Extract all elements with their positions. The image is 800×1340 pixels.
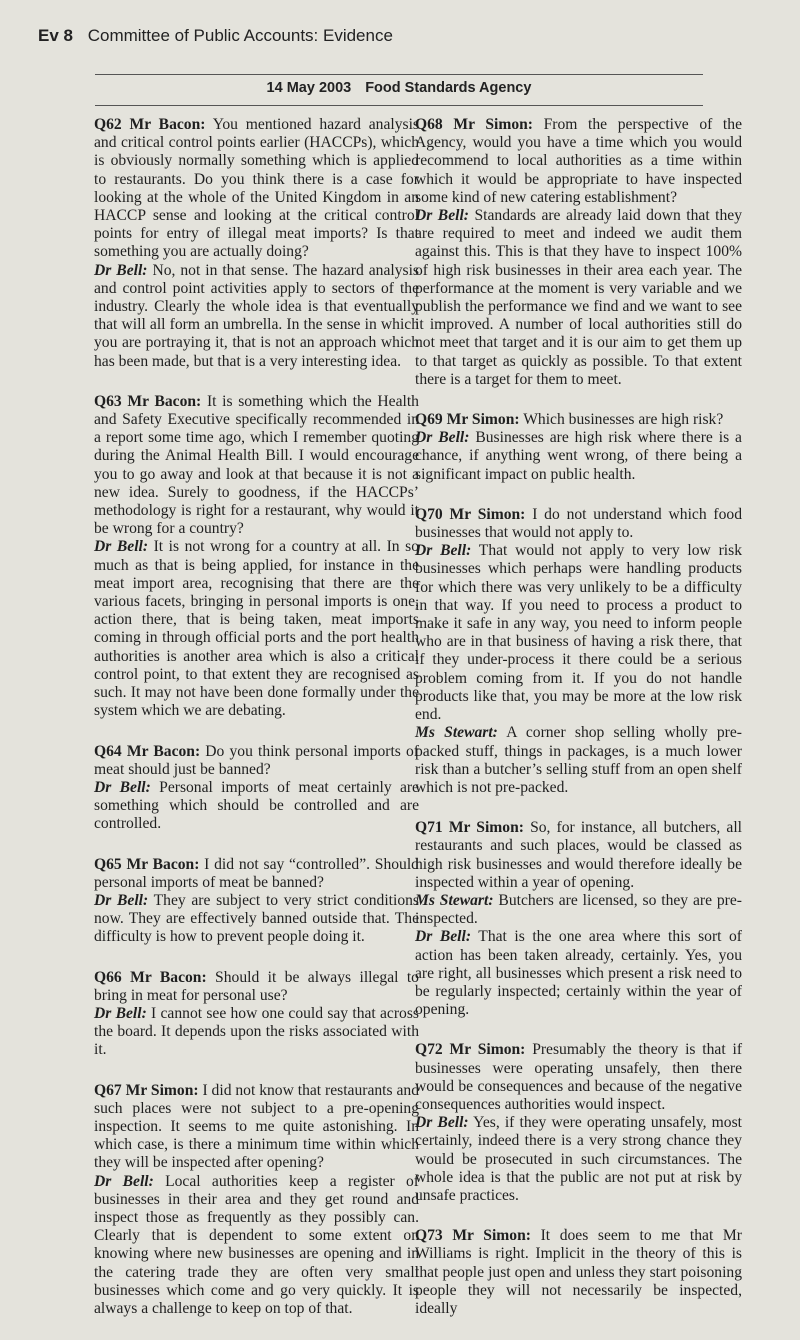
respondent-name: Dr Bell: xyxy=(94,261,148,279)
respondent-name: Dr Bell: xyxy=(415,207,469,225)
respondent-name: Dr Bell: xyxy=(94,1004,147,1022)
respondent-name: Ms Stewart: xyxy=(415,724,498,742)
answer-text: It is not wrong for a country at all. In so much as that is being applied, for instance in the meat import area, recognising that there are the various facets, bringing in personal imports is one, action there, that is being taken, meat imports coming in through official ports and the port health authorities is another area which is also a critical control point, to that extent they are recognised as such. It may not have been done formally under the system which we are debating. xyxy=(94,538,419,720)
answer-text: Businesses are high risk where there is a chance, if anything went wrong, of there being a significant impact on public health. xyxy=(415,429,742,483)
question-number: Q66 xyxy=(94,968,122,986)
answer-paragraph xyxy=(415,1114,742,1205)
question-paragraph xyxy=(94,743,419,779)
questioner-name: Mr Bacon: xyxy=(127,392,202,410)
answer-text: Yes, if they were operating unsafely, most certainly, indeed there is a very strong chance they would be prosecuted in such circumstances. The whole idea is that the public are not put at risk by unsafe practices. xyxy=(415,1114,742,1204)
answer-text: That is the one area where this sort of action has been taken already, certainly. Yes, you are right, all businesses which present a risk need to be regularly inspected; certainly within the year of opening. xyxy=(415,928,742,1019)
question-number: Q70 xyxy=(415,505,443,523)
question-number: Q67 xyxy=(94,1081,122,1099)
answer-text: Standards are already laid down that they are required to meet and indeed we audit them against this. This is that they have to inspect 100% of high risk businesses in their area each year. The performance at the moment is very variable and we publish the performance we find and we want to see it improved. A number of local authorities still do not meet that target and it is our aim to get them up to that target as quickly as possible. To that extent there is a target for them to meet. xyxy=(415,207,742,388)
question-block xyxy=(94,969,419,1060)
answer-paragraph xyxy=(415,928,742,1019)
respondent-name: Dr Bell: xyxy=(94,891,149,909)
answer-paragraph xyxy=(415,207,742,389)
question-paragraph xyxy=(415,116,742,207)
question-paragraph xyxy=(94,116,419,262)
question-number: Q63 xyxy=(94,392,122,410)
question-paragraph xyxy=(415,819,742,892)
respondent-name: Dr Bell: xyxy=(94,538,149,556)
question-text: I did not say “controlled”. Should personal imports of meat be banned? xyxy=(94,855,419,891)
answer-text: That would not apply to very low risk businesses which perhaps were handling products for which there was very unlikely to be a difficulty in that way. If you need to process a product to make it safe in any way, you need to inform people who are in that business of having a risk there, that if they under-process it there could be a serious problem coming from it. If you do not handle products like that, you may be more at the low risk end. xyxy=(415,542,742,724)
question-number: Q68 xyxy=(415,116,443,133)
questioner-name: Mr Simon: xyxy=(453,116,533,133)
answer-paragraph xyxy=(415,542,742,724)
document-title: Committee of Public Accounts: Evidence xyxy=(87,26,393,45)
respondent-name: Dr Bell: xyxy=(415,1114,469,1132)
questioner-name: Mr Simon: xyxy=(448,819,524,837)
question-text: Which businesses are high risk? xyxy=(523,411,724,429)
question-number: Q72 xyxy=(415,1041,443,1059)
questioner-name: Mr Simon: xyxy=(449,1041,526,1059)
respondent-name: Dr Bell: xyxy=(94,778,151,796)
question-paragraph xyxy=(415,411,742,429)
question-block xyxy=(94,1082,419,1319)
evidence-page-number: Ev 8 xyxy=(38,26,73,45)
right-column xyxy=(415,116,742,1340)
question-block xyxy=(415,1227,742,1318)
question-number: Q64 xyxy=(94,742,122,760)
question-number: Q62 xyxy=(94,116,122,133)
question-number: Q65 xyxy=(94,855,122,873)
answer-text: They are subject to very strict conditions now. They are effectively banned outside that. The difficulty is how to prevent people doing it. xyxy=(94,891,419,946)
bottom-rule xyxy=(95,105,703,106)
question-paragraph xyxy=(94,393,419,539)
answer-paragraph xyxy=(94,1005,419,1060)
session-subheader xyxy=(95,80,703,96)
questioner-name: Mr Bacon: xyxy=(129,116,206,133)
question-text: Presumably the theory is that if businesses were operating unsafely, then there would be consequences and because of the negative consequences authorities would inspect. xyxy=(415,1041,743,1113)
question-block xyxy=(94,393,419,721)
respondent-name: Dr Bell: xyxy=(415,429,470,447)
question-block xyxy=(415,506,742,797)
answer-text: I cannot see how one could say that across the board. It depends upon the risks associated with it. xyxy=(94,1004,419,1059)
question-block xyxy=(415,819,742,1019)
question-number: Q69 xyxy=(415,411,443,429)
answer-text: Personal imports of meat certainly are something which should be controlled and are controlled. xyxy=(94,778,419,833)
session-date: 14 May 2003 xyxy=(266,80,352,96)
witness-name: Food Standards Agency xyxy=(365,80,532,96)
question-paragraph xyxy=(94,1082,419,1173)
answer-paragraph xyxy=(94,1173,419,1319)
respondent-name: Dr Bell: xyxy=(415,928,472,946)
questioner-name: Mr Bacon: xyxy=(126,742,201,760)
questioner-name: Mr Bacon: xyxy=(126,855,200,873)
question-paragraph xyxy=(415,506,742,542)
question-text: From the perspective of the Agency, would you have a time which you would recommend to local authorities as a time within which it would be appropriate to have inspected some kind of new catering establishment? xyxy=(415,116,742,206)
question-text: So, for instance, all butchers, all restaurants and such places, would be classed as high risk businesses and would therefore ideally be inspected within a year of opening. xyxy=(415,819,743,891)
question-number: Q71 xyxy=(415,819,443,837)
left-column xyxy=(94,116,419,1340)
answer-paragraph xyxy=(415,429,742,484)
question-text: I do not understand which food businesses that would not apply to. xyxy=(415,505,743,542)
questioner-name: Mr Bacon: xyxy=(130,968,207,986)
question-block xyxy=(94,856,419,947)
questioner-name: Mr Simon: xyxy=(125,1081,199,1099)
question-text: You mentioned hazard analysis and critical control points earlier (HACCPs), which is obviously normally something which is applied to restaurants. Do you think there is a case for looking at the whole of the United Kingdom in an HACCP sense and looking at the critical control points for entry of illegal meat imports? Is that something you are actually doing? xyxy=(94,116,419,261)
answer-paragraph xyxy=(415,724,742,797)
question-text: It is something which the Health and Safety Executive specifically recommended in a report some time ago, which I remember quoting during the Animal Health Bill. I would encourage you to go away and look at that because it is not a new idea. Surely to goodness, if the HACCPs’ methodology is right for a restaurant, why would it be wrong for a country? xyxy=(94,392,419,538)
question-paragraph xyxy=(415,1227,742,1318)
answer-paragraph xyxy=(94,538,419,720)
question-block xyxy=(415,1041,742,1205)
top-rule xyxy=(95,74,703,75)
page-header xyxy=(38,26,393,46)
question-paragraph xyxy=(94,856,419,892)
question-text: I did not know that restaurants and such places were not subject to a pre-opening inspection. It seems to me quite astonishing. In which case, is there a minimum time within which they will be inspected after opening? xyxy=(94,1081,419,1172)
answer-text: Butchers are licensed, so they are pre-inspected. xyxy=(415,891,742,928)
question-text: Do you think personal imports of meat should just be banned? xyxy=(94,742,419,778)
question-block xyxy=(94,743,419,834)
respondent-name: Dr Bell: xyxy=(415,542,472,560)
answer-paragraph xyxy=(415,892,742,928)
answer-text: A corner shop selling wholly pre-packed stuff, things in packages, is a much lower risk than a butcher’s selling stuff from an open shelf which is not pre-packed. xyxy=(415,724,742,796)
answer-paragraph xyxy=(94,779,419,834)
respondent-name: Dr Bell: xyxy=(94,1172,154,1190)
question-text: Should it be always illegal to bring in meat for personal use? xyxy=(94,968,419,1004)
questioner-name: Mr Simon: xyxy=(452,1227,531,1245)
answer-paragraph xyxy=(94,892,419,947)
answer-text: No, not in that sense. The hazard analysis and control point activities apply to sectors of the industry. Clearly the whole idea is that eventually that will all form an umbrella. In the sense in which you are portraying it, that is not an approach which has been made, but that is a very interesting idea. xyxy=(94,261,419,370)
question-number: Q73 xyxy=(415,1227,443,1245)
questioner-name: Mr Simon: xyxy=(449,505,526,523)
question-text: It does seem to me that Mr Williams is right. Implicit in the theory of this is that people just open and unless they start poisoning people they will not necessarily be inspected, ideally xyxy=(415,1227,742,1317)
question-block xyxy=(94,116,419,371)
answer-paragraph xyxy=(94,262,419,371)
question-block xyxy=(415,116,742,389)
respondent-name: Ms Stewart: xyxy=(415,891,494,909)
questioner-name: Mr Simon: xyxy=(446,411,520,429)
answer-text: Local authorities keep a register of businesses in their area and they get round and inspect those as frequently as they possibly can. Clearly that is dependent to some extent on knowing where new businesses are opening and in the catering trade they are often very small businesses which come and go very quickly. It is always a challenge to keep on top of that. xyxy=(94,1172,419,1317)
question-paragraph xyxy=(415,1041,742,1114)
question-block xyxy=(415,411,742,484)
question-paragraph xyxy=(94,969,419,1005)
